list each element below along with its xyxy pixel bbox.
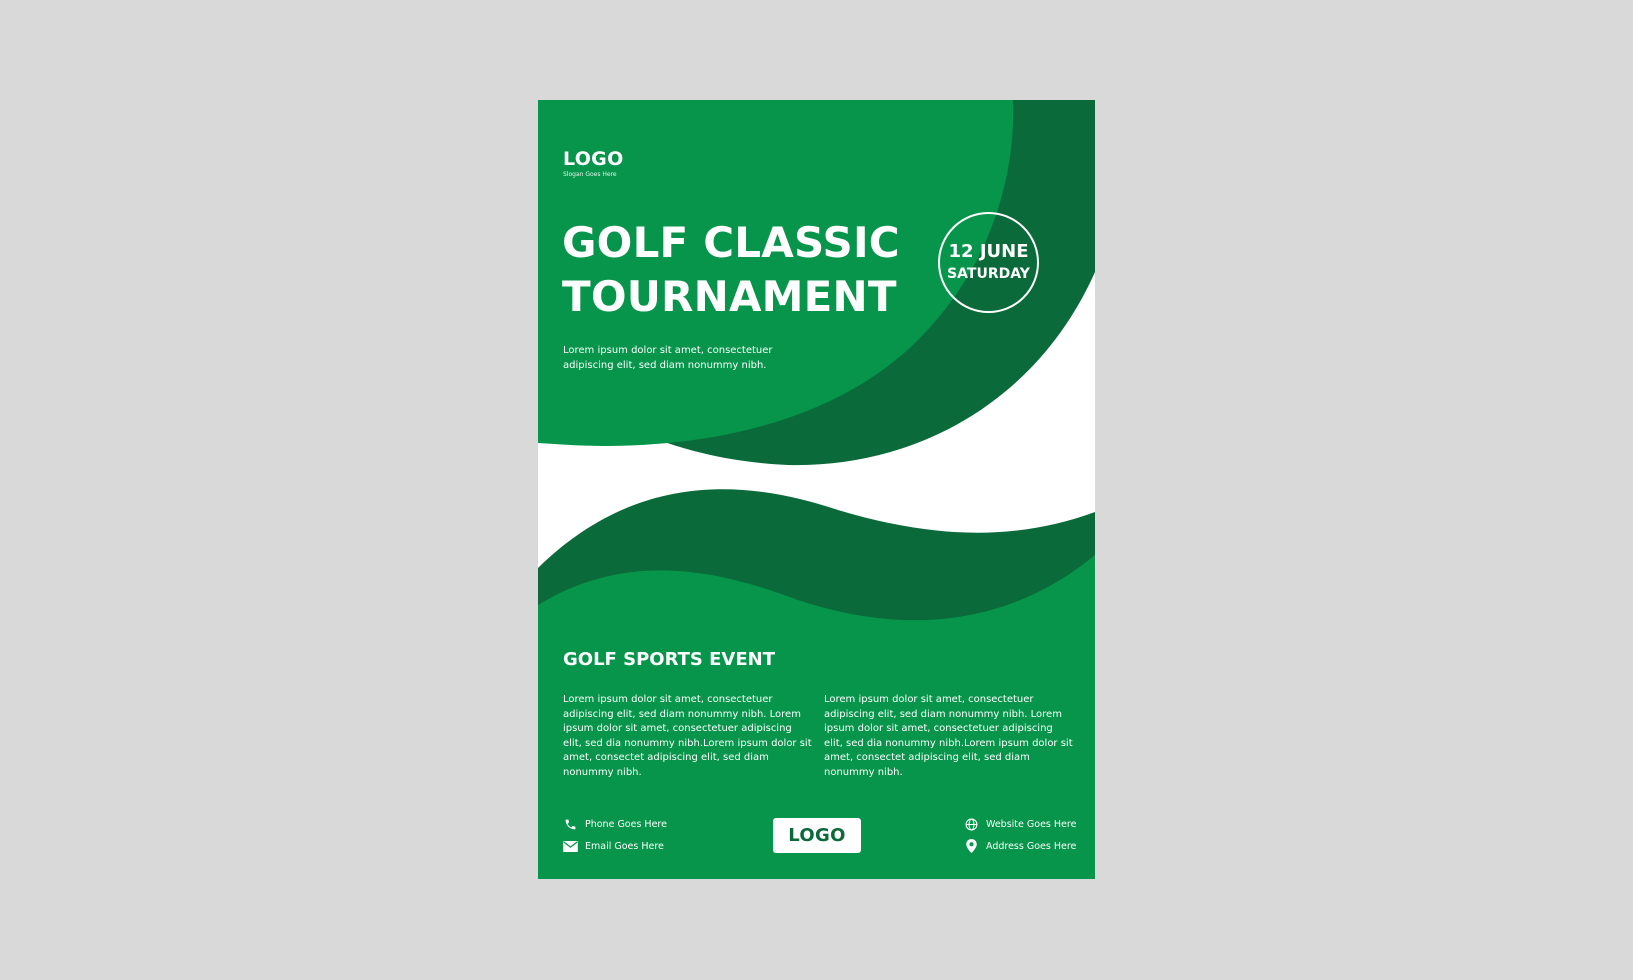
contact-address (963, 838, 1076, 854)
address-text: Address Goes Here (986, 840, 1077, 852)
slogan: Slogan Goes Here (563, 171, 617, 178)
intro-text: Lorem ipsum dolor sit amet, consectetuer adipiscing elit, sed diam nonummy nibh. (563, 345, 773, 371)
top-logo: LOGO (563, 148, 624, 170)
contact-website (963, 816, 1076, 832)
date-day: 12 JUNE (948, 241, 1029, 262)
date-badge (938, 212, 1039, 313)
event-heading: GOLF SPORTS EVENT (563, 649, 775, 670)
envelope-icon (562, 838, 578, 854)
website-text: Website Goes Here (986, 818, 1077, 830)
email-text: Email Goes Here (585, 840, 664, 852)
body-text-left: Lorem ipsum dolor sit amet, consectetuer adipiscing elit, sed diam nonummy nibh. Lorem ipsum dolor sit amet, consectetuer adipiscing elit, sed dia nonummy nibh.Lorem ipsum dolor sit amet, consectet adipiscing elit, sed diam nonummy nibh. (563, 694, 812, 778)
phone-text: Phone Goes Here (585, 818, 667, 830)
map-pin-icon (963, 838, 979, 854)
contact-email (562, 838, 664, 854)
date-weekday: SATURDAY (947, 266, 1030, 282)
phone-icon (562, 816, 578, 832)
globe-icon (963, 816, 979, 832)
golf-flyer (538, 100, 1095, 879)
title-line-1: GOLF CLASSIC (562, 218, 900, 267)
body-text-right: Lorem ipsum dolor sit amet, consectetuer adipiscing elit, sed diam nonummy nibh. Lorem ipsum dolor sit amet, consectetuer adipiscing elit, sed dia nonummy nibh.Lorem ipsum dolor sit amet, consectet adipiscing elit, sed diam nonummy nibh. (824, 694, 1073, 778)
bottom-logo: LOGO (773, 818, 861, 853)
contact-phone (562, 816, 667, 832)
title-line-2: TOURNAMENT (562, 272, 897, 321)
